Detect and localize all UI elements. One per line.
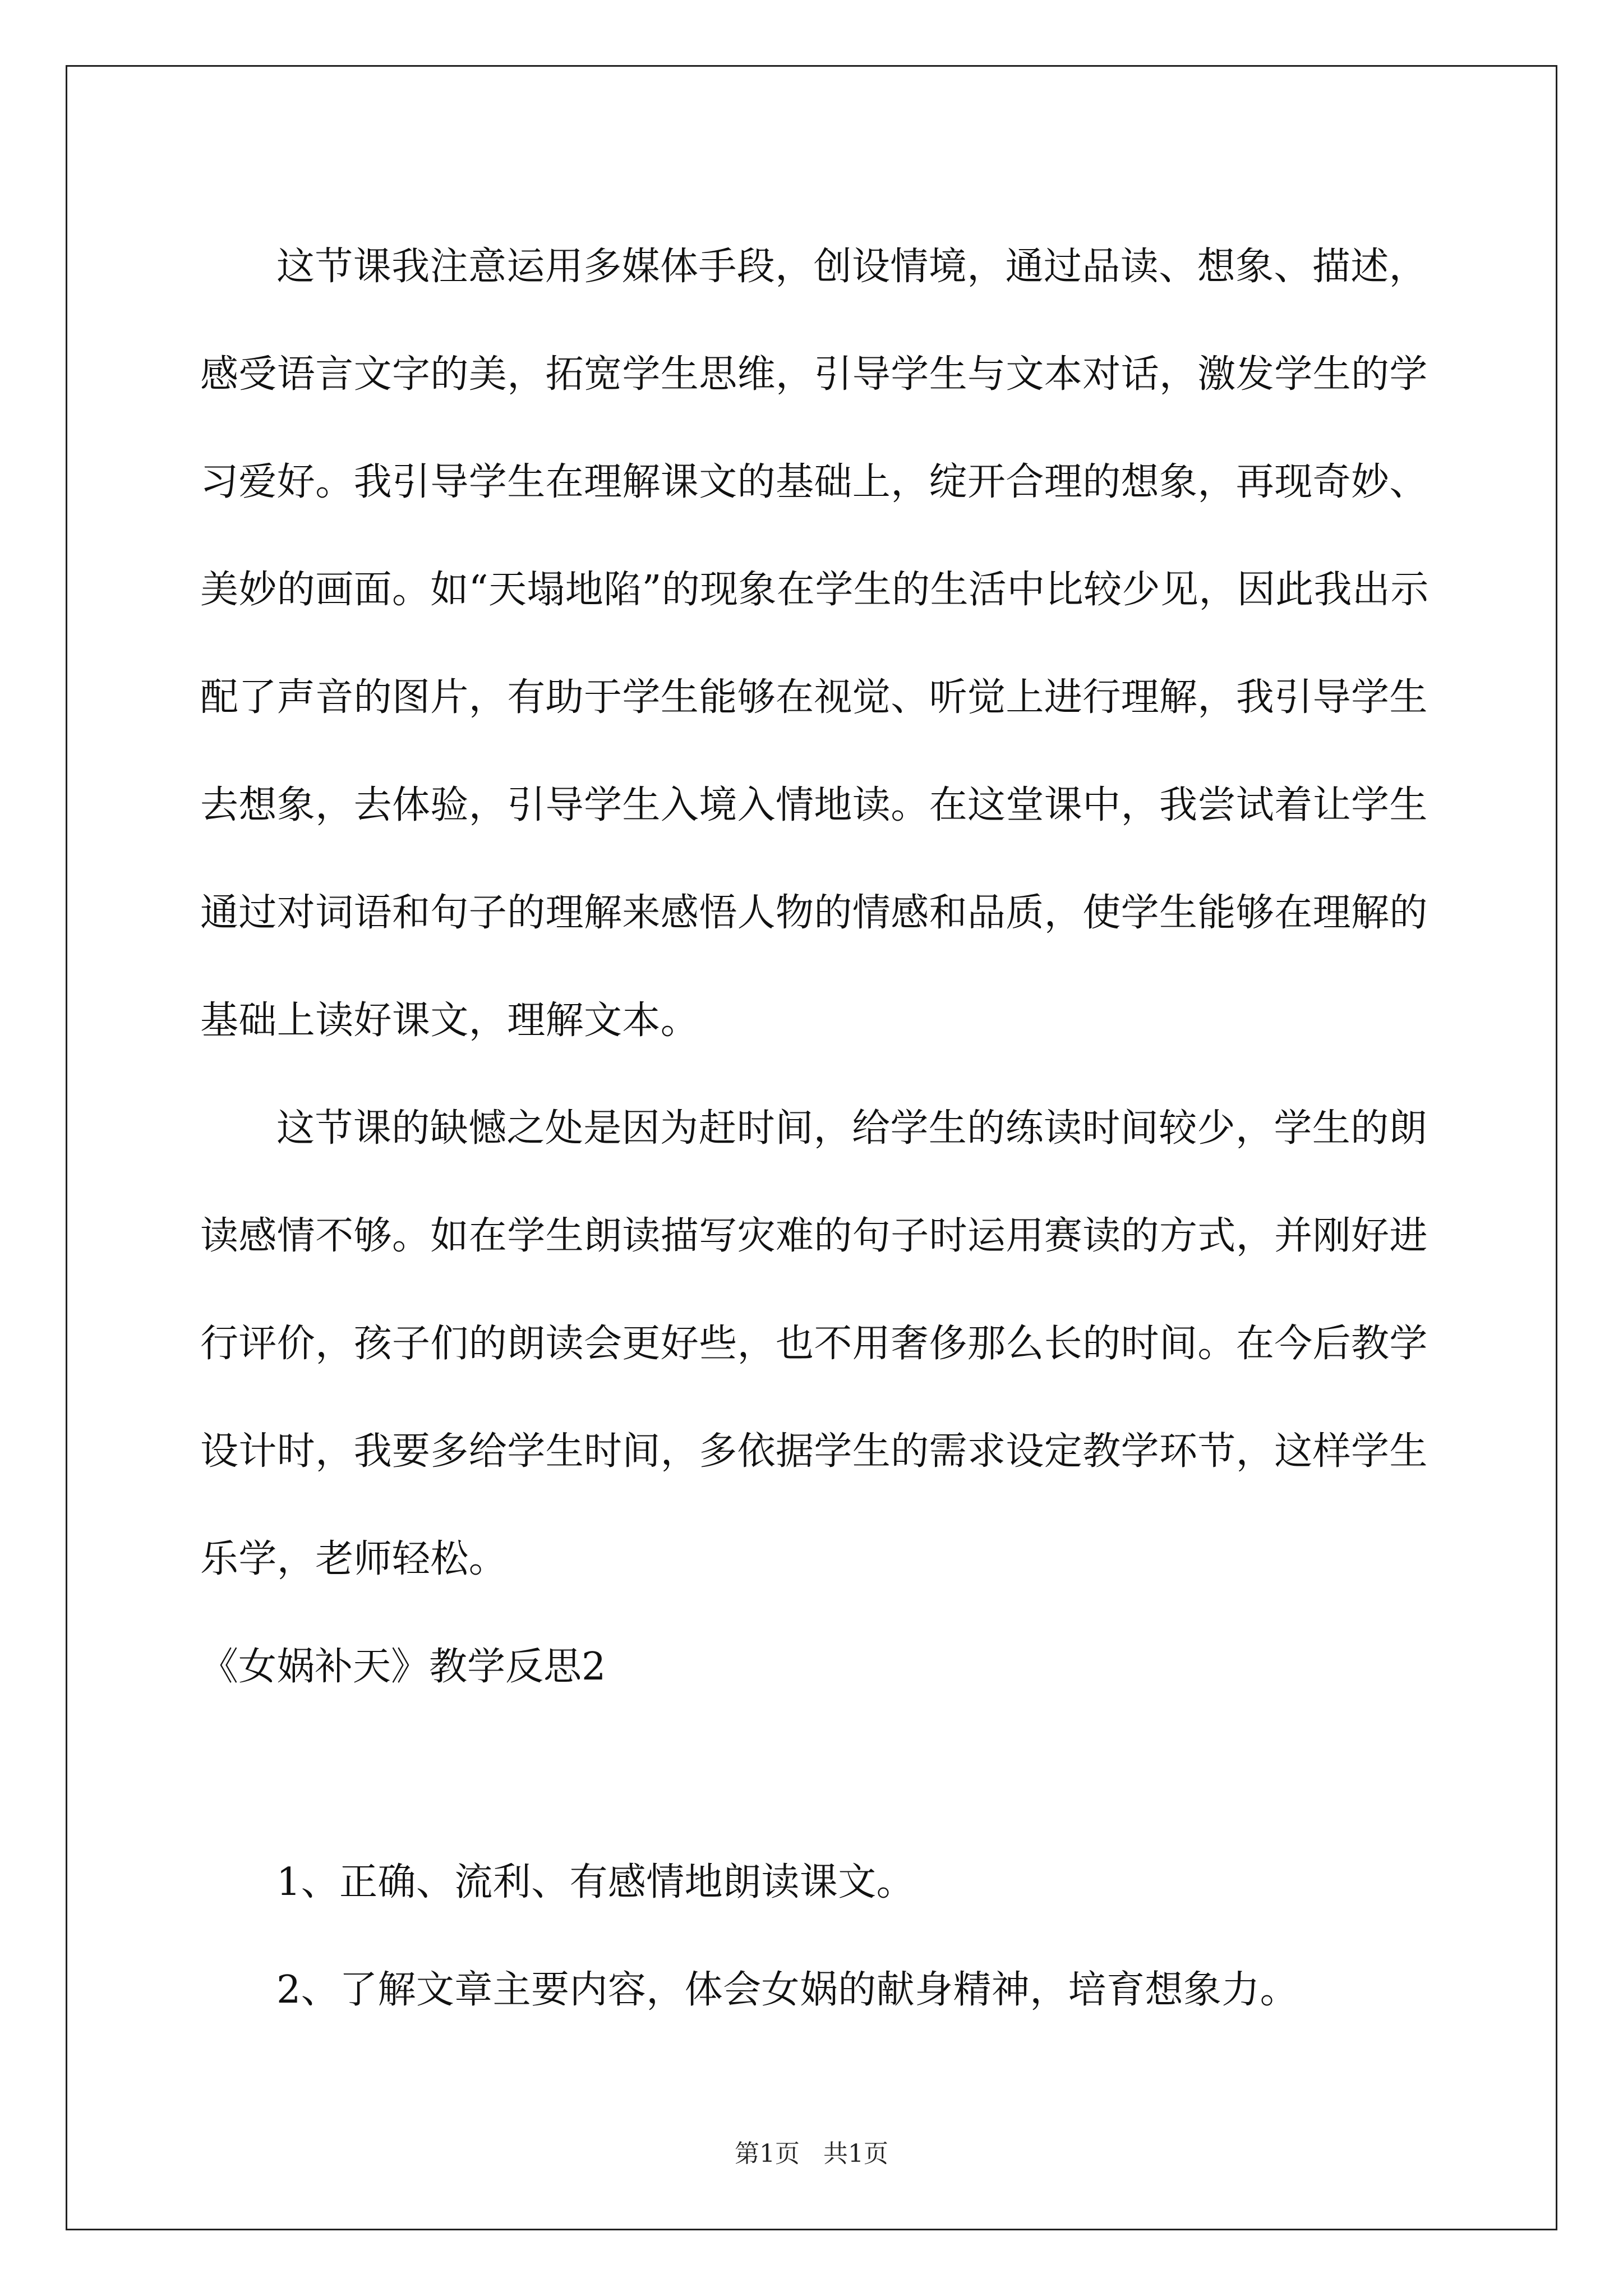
document-body [200, 213, 1434, 2044]
section-title: 《女娲补天》教学反思2 [200, 1645, 606, 1689]
goal-item-1: 1、正确、流利、有感情地朗读课文。 [276, 1860, 915, 1904]
goal-item-2: 2、了解文章主要内容，体会女娲的献身精神，培育想象力。 [276, 1968, 1299, 2012]
page-total: 共1页 [823, 2139, 888, 2168]
page-number: 第1页 [735, 2139, 800, 2168]
blank-line [200, 1721, 1434, 1829]
page-footer [0, 2137, 1623, 2171]
paragraph-2: 这节课的缺憾之处是因为赶时间，给学生的练读时间较少，学生的朗读感情不够。如在学生朗读描写灾难的句子时运用赛读的方式，并刚好进行评价，孩子们的朗读会更好些，也不用奢侈那么长的时间。在今后教学设计时，我要多给学生时间，多依据学生的需求设定教学环节，这样学生乐学，老师轻松。 [200, 1106, 1428, 1581]
paragraph-1: 这节课我注意运用多媒体手段，创设情境，通过品读、想象、描述，感受语言文字的美，拓宽学生思维，引导学生与文本对话，激发学生的学习爱好。我引导学生在理解课文的基础上，绽开合理的想象，再现奇妙、美妙的画面。如“天塌地陷”的现象在学生的生活中比较少见，因此我出示配了声音的图片，有助于学生能够在视觉、听觉上进行理解，我引导学生去想象，去体验，引导学生入境入情地读。在这堂课中，我尝试着让学生通过对词语和句子的理解来感悟人物的情感和品质，使学生能够在理解的基础上读好课文，理解文本。 [200, 245, 1429, 1043]
